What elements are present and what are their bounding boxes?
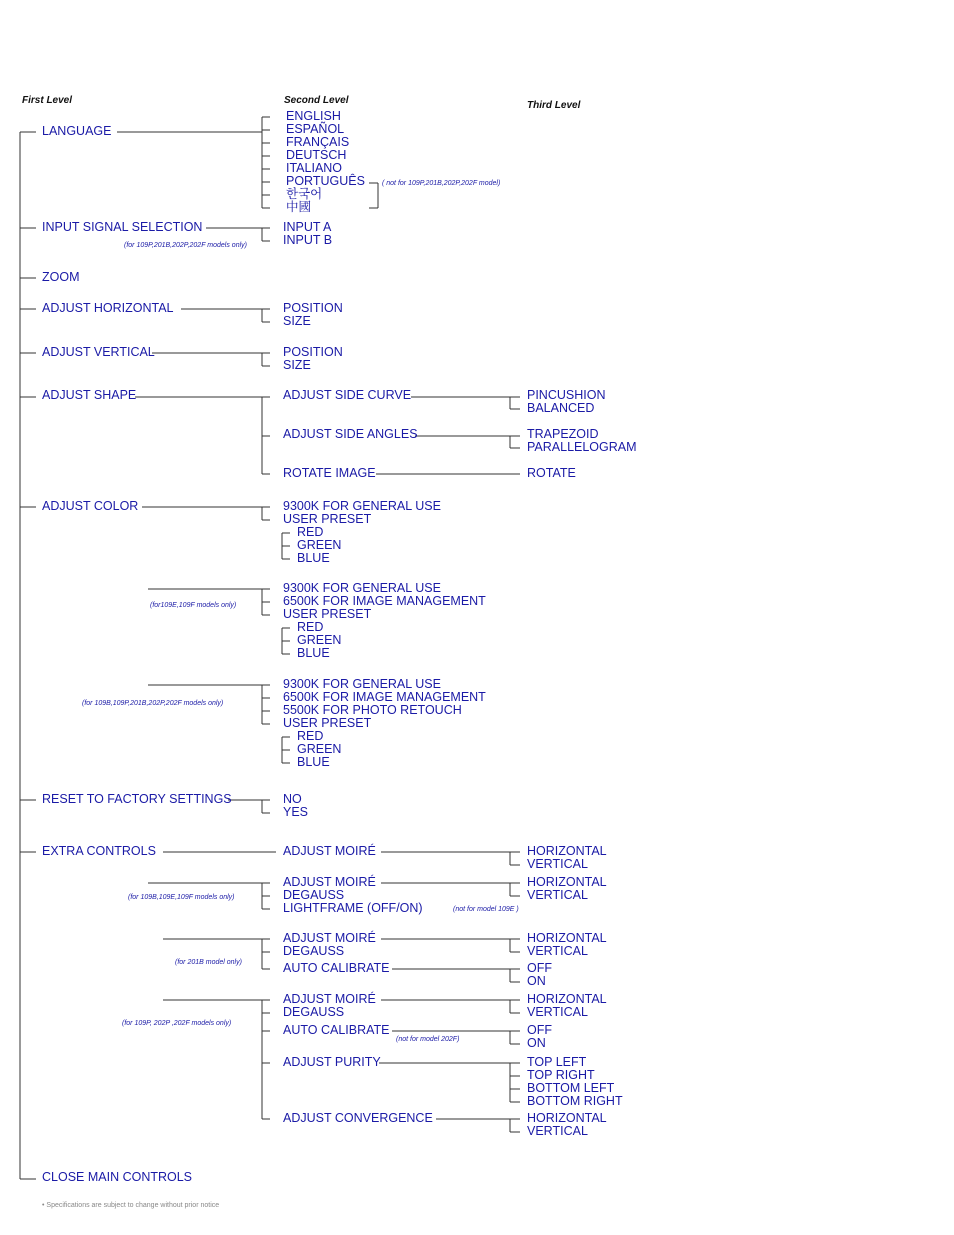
colorC-6500k: 6500K FOR IMAGE MANAGEMENT xyxy=(283,690,486,704)
note-extra-d: (for 109P, 202P ,202F models only) xyxy=(122,1020,232,1027)
reset-no: NO xyxy=(283,792,302,806)
colorA-green: GREEN xyxy=(297,538,342,552)
extraC-moire: ADJUST MOIRÉ xyxy=(283,931,376,945)
angles-parallelogram: PARALLELOGRAM xyxy=(527,440,637,454)
colorB-green: GREEN xyxy=(297,633,342,647)
extraB-lightframe: LIGHTFRAME (OFF/ON) xyxy=(283,901,423,915)
note-extra-c: (for 201B model only) xyxy=(175,959,242,966)
reset-yes: YES xyxy=(283,805,309,819)
purity-top-right: TOP RIGHT xyxy=(527,1068,595,1082)
extraD-adjust-purity: ADJUST PURITY xyxy=(283,1055,381,1069)
extraC-degauss: DEGAUSS xyxy=(283,944,345,958)
colorC-green: GREEN xyxy=(297,742,342,756)
colorA-blue: BLUE xyxy=(297,551,330,565)
extraB-horizontal: HORIZONTAL xyxy=(527,875,607,889)
colorB-red: RED xyxy=(297,620,324,634)
header-first-level: First Level xyxy=(22,95,73,106)
note-color-c: (for 109B,109P,201B,202P,202F models only) xyxy=(82,700,224,707)
header-second-level: Second Level xyxy=(284,95,349,106)
curve-balanced: BALANCED xyxy=(527,401,595,415)
extraA-horizontal: HORIZONTAL xyxy=(527,844,607,858)
note-color-b: (for109E,109F models only) xyxy=(150,602,237,609)
purity-bottom-left: BOTTOM LEFT xyxy=(527,1081,615,1095)
angles-trapezoid: TRAPEZOID xyxy=(527,427,599,441)
extraD-adjust-convergence: ADJUST CONVERGENCE xyxy=(283,1111,433,1125)
lang-francais: FRANÇAIS xyxy=(286,135,350,149)
extraD-moire: ADJUST MOIRÉ xyxy=(283,992,376,1006)
note-language: ( not for 109P,201B,202P,202F model) xyxy=(382,180,501,187)
colorC-9300k: 9300K FOR GENERAL USE xyxy=(283,677,441,691)
colorA-9300k: 9300K FOR GENERAL USE xyxy=(283,499,441,513)
lang-english: ENGLISH xyxy=(286,109,341,123)
first-adjust-shape: ADJUST SHAPE xyxy=(42,388,137,402)
colorC-blue: BLUE xyxy=(297,755,330,769)
lang-italiano: ITALIANO xyxy=(286,161,343,175)
note-lightframe: (not for model 109E ) xyxy=(453,906,519,913)
colorB-6500k: 6500K FOR IMAGE MANAGEMENT xyxy=(283,594,486,608)
extraD-horizontal: HORIZONTAL xyxy=(527,992,607,1006)
input-a: INPUT A xyxy=(283,220,332,234)
shape-side-curve: ADJUST SIDE CURVE xyxy=(283,388,412,402)
horiz-size: SIZE xyxy=(283,314,311,328)
lang-korean: 한국어 xyxy=(286,187,323,201)
convergence-horizontal: HORIZONTAL xyxy=(527,1111,607,1125)
extraD-degauss: DEGAUSS xyxy=(283,1005,345,1019)
convergence-vertical: VERTICAL xyxy=(527,1124,588,1138)
first-adjust-vertical: ADJUST VERTICAL xyxy=(42,345,155,359)
extraB-degauss: DEGAUSS xyxy=(283,888,345,902)
footer-note: • Specifications are subject to change without prior notice xyxy=(42,1202,220,1209)
extraB-vertical: VERTICAL xyxy=(527,888,588,902)
first-adjust-horizontal: ADJUST HORIZONTAL xyxy=(42,301,174,315)
lang-espanol: ESPAÑOL xyxy=(286,122,345,136)
first-language: LANGUAGE xyxy=(42,124,112,138)
extraD-auto-calibrate: AUTO CALIBRATE xyxy=(283,1023,390,1037)
extraC-auto-calibrate: AUTO CALIBRATE xyxy=(283,961,390,975)
note-extra-b: (for 109B,109E,109F models only) xyxy=(128,894,235,901)
curve-pincushion: PINCUSHION xyxy=(527,388,606,402)
first-extra-controls: EXTRA CONTROLS xyxy=(42,844,156,858)
colorC-user-preset: USER PRESET xyxy=(283,716,372,730)
rotate-rotate: ROTATE xyxy=(527,466,576,480)
colorB-user-preset: USER PRESET xyxy=(283,607,372,621)
extraC-vertical: VERTICAL xyxy=(527,944,588,958)
extraB-moire: ADJUST MOIRÉ xyxy=(283,875,376,889)
lang-chinese: 中國 xyxy=(286,200,312,214)
extraA-moire: ADJUST MOIRÉ xyxy=(283,844,376,858)
horiz-position: POSITION xyxy=(283,301,343,315)
first-close-main-controls: CLOSE MAIN CONTROLS xyxy=(42,1170,193,1184)
first-zoom: ZOOM xyxy=(42,270,80,284)
extraD-on: ON xyxy=(527,1036,546,1050)
extraC-on: ON xyxy=(527,974,546,988)
first-reset-factory: RESET TO FACTORY SETTINGS xyxy=(42,792,232,806)
shape-side-angles: ADJUST SIDE ANGLES xyxy=(283,427,418,441)
lang-portugues: PORTUGUÊS xyxy=(286,174,365,188)
colorA-user-preset: USER PRESET xyxy=(283,512,372,526)
colorB-blue: BLUE xyxy=(297,646,330,660)
first-input-signal-selection: INPUT SIGNAL SELECTION xyxy=(42,220,203,234)
colorC-red: RED xyxy=(297,729,324,743)
colorC-5500k: 5500K FOR PHOTO RETOUCH xyxy=(283,703,462,717)
colorB-9300k: 9300K FOR GENERAL USE xyxy=(283,581,441,595)
purity-top-left: TOP LEFT xyxy=(527,1055,587,1069)
extraC-off: OFF xyxy=(527,961,552,975)
first-adjust-color: ADJUST COLOR xyxy=(42,499,139,513)
colorA-red: RED xyxy=(297,525,324,539)
extraD-off: OFF xyxy=(527,1023,552,1037)
note-input: (for 109P,201B,202P,202F models only) xyxy=(124,242,247,249)
extraA-vertical: VERTICAL xyxy=(527,857,588,871)
purity-bottom-right: BOTTOM RIGHT xyxy=(527,1094,623,1108)
extraD-vertical: VERTICAL xyxy=(527,1005,588,1019)
vert-position: POSITION xyxy=(283,345,343,359)
shape-rotate-image: ROTATE IMAGE xyxy=(283,466,376,480)
lang-deutsch: DEUTSCH xyxy=(286,148,347,162)
vert-size: SIZE xyxy=(283,358,311,372)
extraC-horizontal: HORIZONTAL xyxy=(527,931,607,945)
header-third-level: Third Level xyxy=(527,100,581,111)
note-auto-cal: (not for model 202F) xyxy=(396,1036,460,1043)
input-b: INPUT B xyxy=(283,233,333,247)
